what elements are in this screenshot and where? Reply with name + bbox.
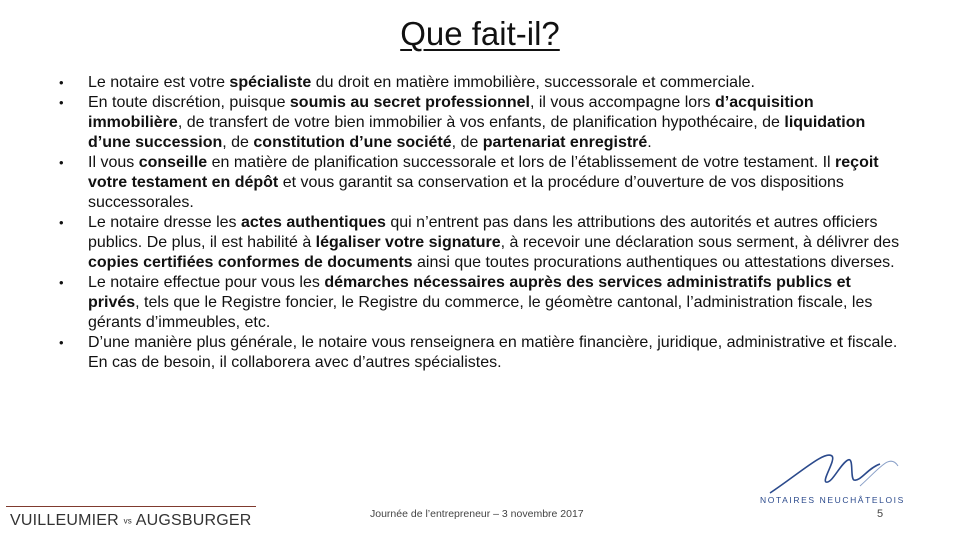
bullet-dot-icon: • [59, 155, 64, 170]
bullet-text-run: , de [222, 134, 254, 151]
bullet-text-bold: reçoit votre testament en dépôt [88, 154, 879, 191]
bullet-text-run: , il vous accompagne lors [529, 94, 715, 111]
bullet-text-bold: liquidation d’une succession [88, 114, 866, 151]
bullet-text [88, 154, 879, 211]
bullet-list [56, 73, 906, 373]
bullet-item [56, 273, 906, 333]
notaires-logo-mark-icon [740, 438, 950, 498]
bullet-item [56, 93, 906, 153]
notaires-brand-text: NOTAIRES NEUCHÂTELOIS [760, 495, 905, 505]
bullet-text [88, 94, 865, 151]
bullet-dot-icon: • [59, 75, 64, 90]
bullet-text-run: du droit en matière immobilière, successorale et commerciale. [311, 74, 755, 91]
bullet-dot-icon: • [59, 335, 64, 350]
bullet-text-run: D’une manière plus générale, le notaire vous renseignera en matière financière, juridique, administrative et fiscale. En cas de besoin, il collaborera avec d’autres spécialistes. [88, 334, 898, 371]
bullet-text-run: , de transfert de votre bien immobilier à vos enfants, de planification hypothécaire, de [177, 114, 785, 131]
bullet-text-bold: d’acquisition immobilière [88, 94, 814, 131]
bullet-text-run: Le notaire dresse les [88, 214, 241, 231]
bullet-text-bold: constitution d’une société [253, 134, 452, 151]
bullet-text-run: qui n’entrent pas dans les attributions des autorités et autres officiers publics. De plus, il est habilité à [88, 214, 878, 251]
bullet-item [56, 73, 906, 93]
bullet-item [56, 213, 906, 273]
logo-divider-line [6, 506, 256, 507]
vuilleumier-augsburger-logo [6, 504, 256, 534]
bullet-text-run: . [647, 134, 652, 151]
footer-event-date: Journée de l’entrepreneur – 3 novembre 2017 [370, 508, 584, 520]
bullet-text-bold: partenariat enregistré [482, 134, 648, 151]
bullet-text-bold: conseille [138, 154, 208, 171]
bullet-dot-icon: • [59, 215, 64, 230]
bullet-text-bold: actes authentiques [240, 214, 386, 231]
bullet-text-run: En toute discrétion, puisque [88, 94, 290, 111]
page-number: 5 [877, 508, 884, 520]
bullet-text-run: , tels que le Registre foncier, le Registre du commerce, le géomètre cantonal, l’administration fiscale, les gérants d’immeubles, etc. [88, 294, 873, 331]
notaires-neuchatelois-logo [740, 438, 950, 508]
bullet-dot-icon: • [59, 95, 64, 110]
bullet-text-run: et vous garantit sa conservation et la procédure d’ouverture de vos dispositions successorales. [88, 174, 844, 211]
bullet-item [56, 153, 906, 213]
bullet-text-run: Le notaire est votre [88, 74, 230, 91]
bullet-text-bold: spécialiste [229, 74, 312, 91]
bullet-text [88, 74, 755, 91]
slide-title: Que fait-il? [400, 15, 560, 52]
bullet-text-bold: légaliser votre signature [315, 234, 501, 251]
bullet-text-run: Le notaire effectue pour vous les [88, 274, 325, 291]
bullet-text-run: en matière de planification successorale et lors de l’établissement de votre testament. Il [207, 154, 836, 171]
bullet-item [56, 333, 906, 373]
bullet-text [88, 274, 872, 331]
bullet-dot-icon: • [59, 275, 64, 290]
bullet-text-run: , de [451, 134, 483, 151]
logo-name: VUILLEUMIER vs AUGSBURGER [10, 512, 252, 529]
bullet-text-bold: soumis au secret professionnel [289, 94, 530, 111]
bullet-text-run: Il vous [88, 154, 139, 171]
bullet-text-bold: démarches nécessaires auprès des services administratifs publics et privés [88, 274, 851, 311]
bullet-text [88, 334, 897, 371]
bullet-text-run: ainsi que toutes procurations authentiques ou attestations diverses. [412, 254, 895, 271]
bullet-text [88, 214, 899, 271]
bullet-text-bold: copies certifiées conformes de documents [88, 254, 413, 271]
bullet-text-run: , à recevoir une déclaration sous serment, à délivrer des [500, 234, 900, 251]
